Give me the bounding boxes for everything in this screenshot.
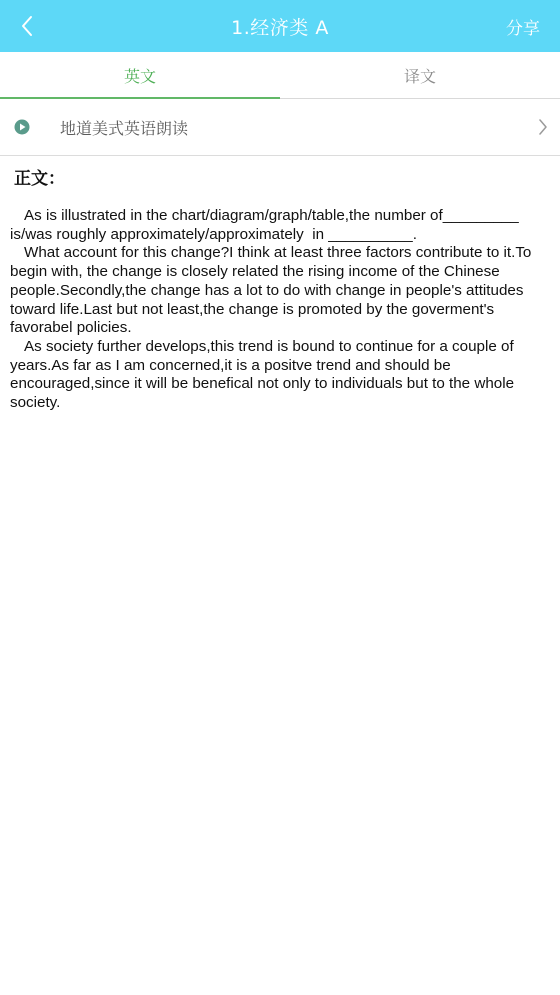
play-icon	[14, 119, 30, 135]
share-button[interactable]: 分享	[506, 19, 540, 39]
tab-translation[interactable]: 译文	[403, 66, 436, 86]
back-button[interactable]	[10, 9, 44, 43]
page-title: 1.经济类 A	[231, 16, 329, 39]
audio-label: 地道美式英语朗读	[60, 118, 189, 138]
section-title: 正文：	[14, 169, 65, 189]
paragraph: As society further develops,this trend is bound to continue for a couple of years.As far as I am concerned,it is a positve trend and should be encouraged,since it will be benefical not only to individuals but to the whole society.	[10, 337, 519, 412]
tab-english[interactable]: 英文	[0, 52, 280, 98]
chevron-right-icon	[536, 118, 550, 136]
chevron-left-icon	[20, 15, 34, 37]
top-bar	[0, 0, 560, 52]
article-body	[0, 207, 560, 413]
paragraph: What account for this change?I think at least three factors contribute to it.To begin with, the change is closely related the rising income of the Chinese people.Secondly,the change has a lot to do with change in people's attitudes toward life.Last but not least,the change is promoted by the goverment's favorabel policies.	[10, 244, 536, 337]
paragraph: As is illustrated in the chart/diagram/graph/table,the number of_________ is/was roughly approximately/approximately in __________.	[10, 207, 523, 243]
tab-bar	[0, 52, 560, 99]
audio-play-row[interactable]	[0, 99, 560, 156]
